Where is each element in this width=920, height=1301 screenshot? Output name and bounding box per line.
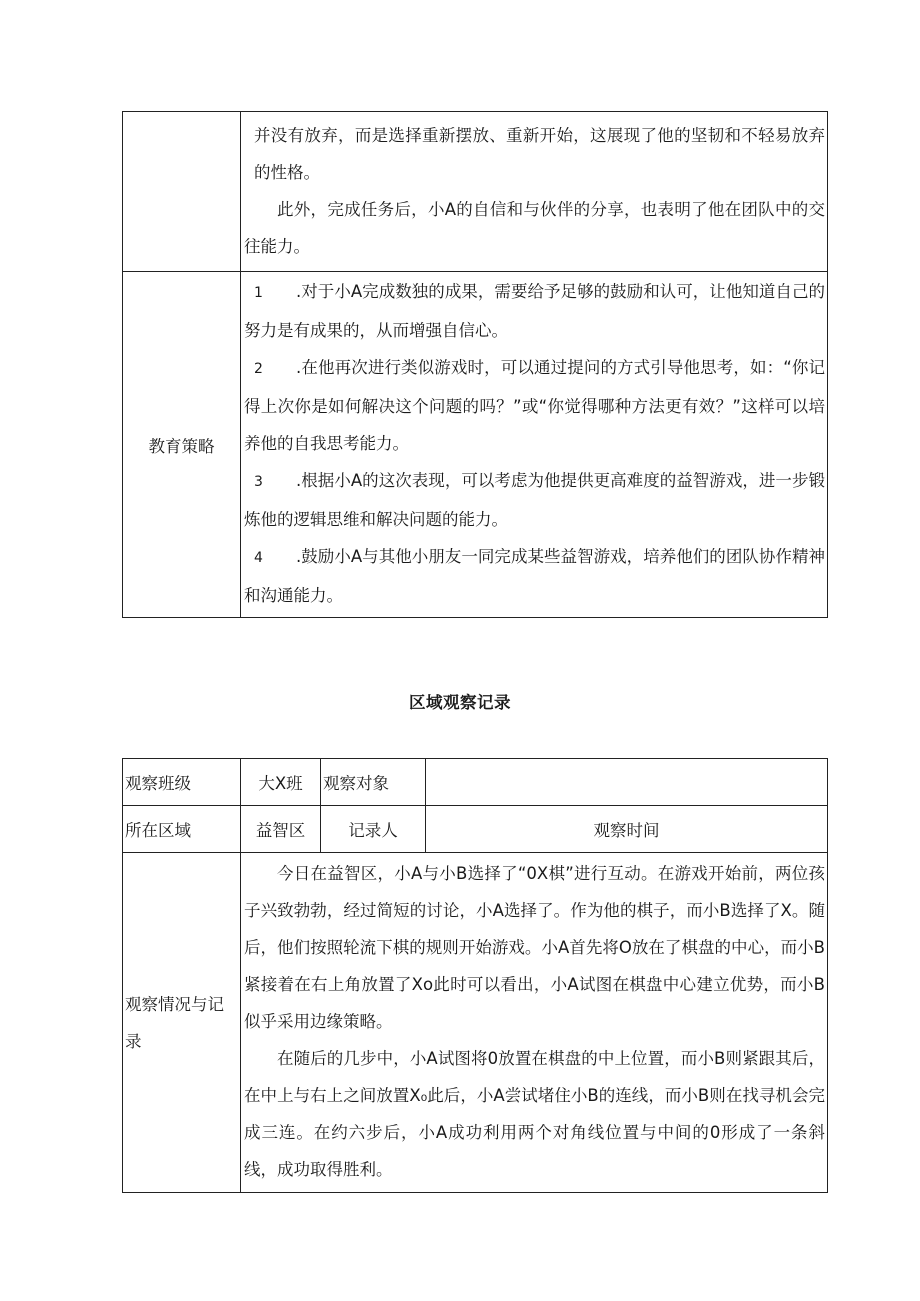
table-row	[123, 272, 828, 618]
item-number: 1	[254, 285, 263, 301]
target-label-cell: 观察对象	[321, 759, 426, 806]
strategy-cell	[241, 272, 828, 618]
analysis-paragraph: 此外，完成任务后，小A的自信和与伙伴的分享，也表明了他在团队中的交往能力。	[244, 199, 825, 256]
list-item	[244, 462, 825, 538]
table-row	[123, 806, 828, 853]
observation-table	[122, 758, 828, 1193]
area-value-cell: 益智区	[241, 806, 321, 853]
list-item	[244, 273, 825, 349]
item-text: .根据小A的这次表现，可以考虑为他提供更高难度的益智游戏，进一步锻炼他的逻辑思维和解决问题的能力。	[244, 471, 825, 529]
target-value-cell	[426, 759, 828, 806]
record-paragraph: 今日在益智区，小A与小B选择了“0X棋”进行互动。在游戏开始前，两位孩子兴致勃勃，经过简短的讨论，小A选择了。作为他的棋子，而小B选择了X。随后，他们按照轮流下棋的规则开始游戏。小A首先将O放在了棋盘的中心，而小B紧接着在右上角放置了Xo此时可以看出，小A试图在棋盘中心建立优势，而小B似乎采用边缘策略。	[244, 864, 825, 1031]
class-value-cell: 大X班	[241, 759, 321, 806]
list-item	[244, 538, 825, 614]
area-label-cell: 所在区域	[123, 806, 241, 853]
analysis-cell	[241, 112, 828, 272]
education-strategy-label: 教育策略	[148, 436, 215, 456]
class-label-cell: 观察班级	[123, 759, 241, 806]
record-label-cell: 观察情况与记录	[123, 853, 241, 1193]
item-text: .在他再次进行类似游戏时，可以通过提问的方式引导他思考，如：“你记得上次你是如何解决这个问题的吗？”或“你觉得哪种方法更有效？”这样可以培养他的自我思考能力。	[244, 358, 825, 453]
table-row	[123, 112, 828, 272]
row-label-cell	[123, 272, 241, 618]
record-paragraph: 在随后的几步中，小A试图将0放置在棋盘的中上位置，而小B则紧跟其后，在中上与右上之间放置X₀此后，小A尝试堵住小B的连线，而小B则在找寻机会完成三连。在约六步后，小A成功利用两个对角线位置与中间的0形成了一条斜线，成功取得胜利。	[244, 1049, 825, 1179]
time-label-cell: 观察时间	[426, 806, 828, 853]
item-number: 4	[254, 550, 263, 566]
item-text: .对于小A完成数独的成果，需要给予足够的鼓励和认可，让他知道自己的努力是有成果的，从而增强自信心。	[244, 282, 825, 340]
page-title: 区域观察记录	[409, 693, 511, 712]
item-number: 3	[254, 474, 263, 490]
table-row	[123, 759, 828, 806]
strategy-table	[122, 111, 828, 618]
analysis-paragraph: 并没有放弃，而是选择重新摆放、重新开始，这展现了他的坚韧和不轻易放弃的性格。	[254, 125, 825, 182]
list-item	[244, 349, 825, 462]
recorder-label-cell: 记录人	[321, 806, 426, 853]
record-content-cell	[241, 853, 828, 1193]
item-text: .鼓励小A与其他小朋友一同完成某些益智游戏，培养他们的团队协作精神和沟通能力。	[244, 547, 825, 605]
table-row	[123, 853, 828, 1193]
row-label-cell	[123, 112, 241, 272]
item-number: 2	[254, 361, 263, 377]
